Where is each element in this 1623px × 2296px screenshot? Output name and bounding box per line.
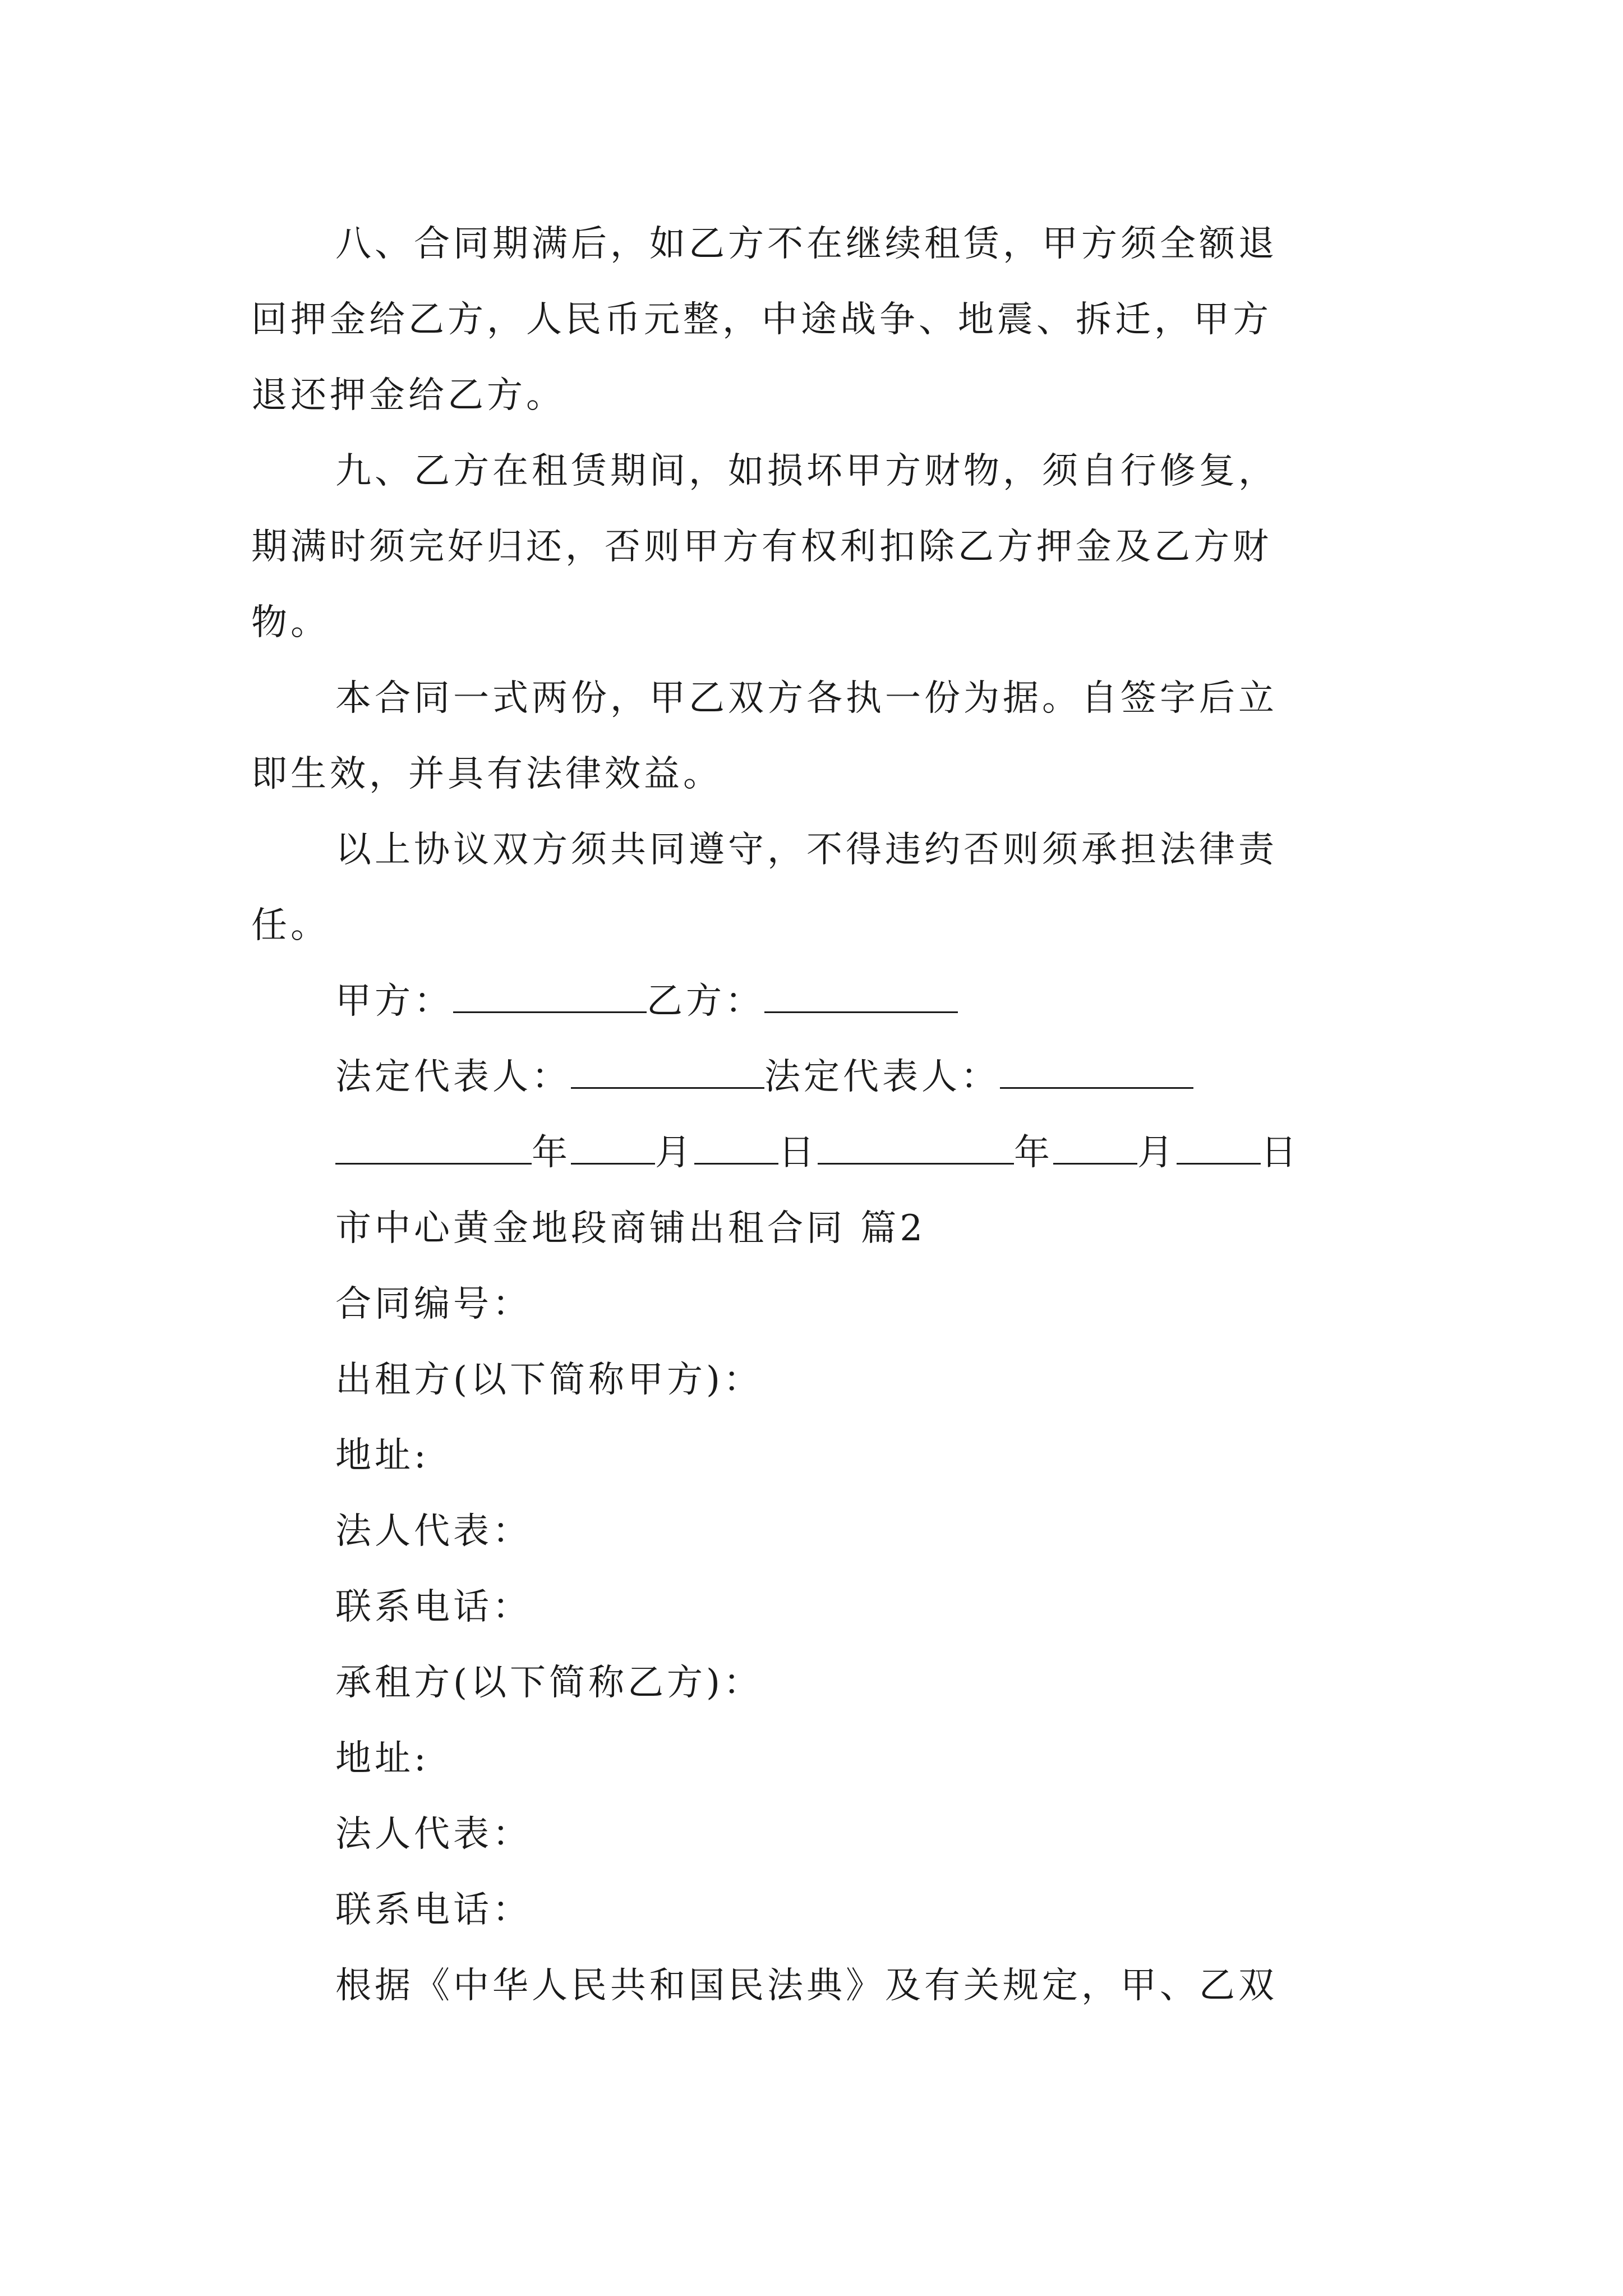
signature-reps-row	[0, 1049, 1623, 1105]
party-b-blank	[764, 978, 958, 1013]
contract-number-label: 合同编号：	[335, 1283, 532, 1325]
lessee-rep-label: 法人代表：	[335, 1814, 532, 1855]
copies-line-1: 本合同一式两份，甲乙双方各执一份为据。自签字后立	[335, 678, 1278, 719]
lessor-label: 出租方(以下简称甲方)：	[335, 1359, 763, 1401]
clause-9-line-1: 九、乙方在租赁期间，如损坏甲方财物，须自行修复，	[335, 450, 1278, 492]
rep-a-label: 法定代表人：	[335, 1056, 571, 1098]
compliance-line-2: 任。	[251, 905, 330, 946]
party-a-label: 甲方：	[335, 981, 453, 1022]
lessee-label: 承租方(以下简称乙方)：	[335, 1662, 763, 1704]
clause-9-line-2: 期满时须完好归还，否则甲方有权利扣除乙方押金及乙方财	[251, 526, 1272, 568]
rep-b-label: 法定代表人：	[764, 1056, 1000, 1098]
date-a-year-label: 年	[532, 1132, 571, 1174]
date-b-year-blank	[818, 1129, 1014, 1165]
compliance-line-1: 以上协议双方须共同遵守，不得违约否则须承担法律责	[335, 829, 1278, 871]
date-a-month-blank	[571, 1129, 655, 1165]
lessor-phone-label: 联系电话：	[335, 1586, 532, 1628]
clause-8-line-3: 退还押金给乙方。	[251, 375, 565, 416]
lessee-address-label: 地址:	[335, 1738, 430, 1779]
party-b-label: 乙方：	[647, 981, 764, 1022]
rep-b-blank	[1000, 1053, 1193, 1089]
date-b-day-label: 日	[1261, 1132, 1300, 1174]
signature-parties-row	[0, 973, 1623, 1029]
clause-8-line-2: 回押金给乙方，人民币元整，中途战争、地震、拆迁，甲方	[251, 299, 1272, 341]
copies-line-2: 即生效，并具有法律效益。	[251, 753, 722, 795]
date-a-year-blank	[335, 1129, 532, 1165]
date-b-month-label: 月	[1137, 1132, 1177, 1174]
date-b-day-blank	[1177, 1129, 1261, 1165]
lessor-rep-label: 法人代表：	[335, 1511, 532, 1552]
signature-dates-row	[0, 1125, 1623, 1181]
date-a-day-label: 日	[778, 1132, 818, 1174]
party-a-blank	[453, 978, 647, 1013]
lessor-address-label: 地址:	[335, 1435, 430, 1476]
clause-8-line-1: 八、合同期满后，如乙方不在继续租赁，甲方须全额退	[335, 223, 1278, 265]
clause-9-line-3: 物。	[251, 602, 330, 643]
date-a-month-label: 月	[655, 1132, 694, 1174]
section-2-heading: 市中心黄金地段商铺出租合同 篇2	[335, 1208, 926, 1249]
date-b-month-blank	[1053, 1129, 1137, 1165]
date-b-year-label: 年	[1014, 1132, 1053, 1174]
lessee-phone-label: 联系电话：	[335, 1889, 532, 1931]
date-a-day-blank	[694, 1129, 778, 1165]
rep-a-blank	[571, 1053, 764, 1089]
legal-basis-line: 根据《中华人民共和国民法典》及有关规定，甲、乙双	[335, 1965, 1278, 2007]
